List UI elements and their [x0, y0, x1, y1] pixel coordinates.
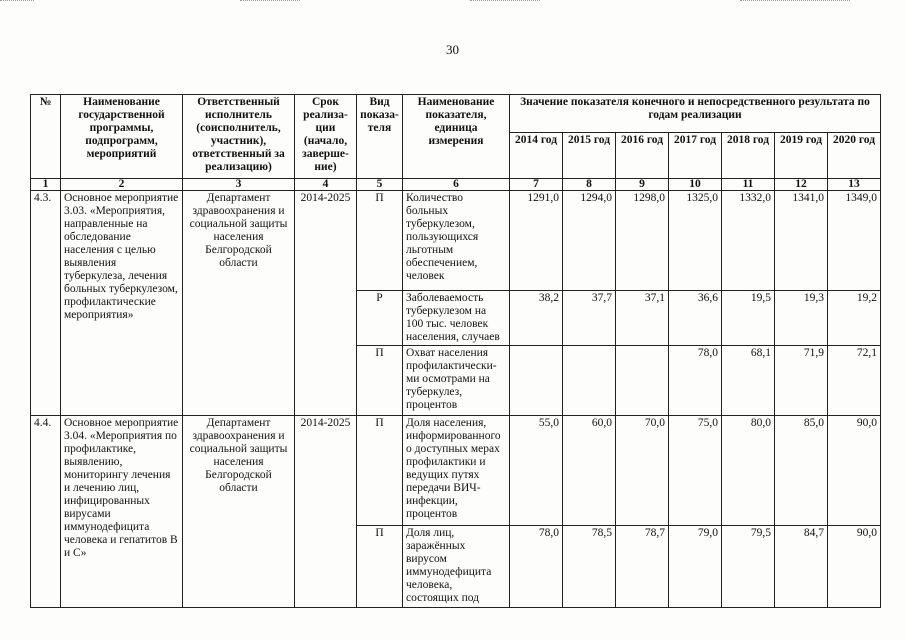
measure-name: Основное мероприятие 3.04. «Мероприятия по профилактике, выявлению, мониторингу лечения и лечению лиц, инфицированных вирусами иммунодефицита человека и гепатитов В и С» — [61, 416, 183, 608]
measure-name: Основное мероприятие 3.03. «Мероприятия, направленные на обследование населения с целью выявления туберкулеза, лечения больных туберкулезом, профилактические мероприятия» — [61, 191, 183, 416]
indicator-value — [510, 346, 563, 416]
indicator-value: 68,1 — [722, 346, 775, 416]
column-number: 8 — [563, 179, 616, 191]
scan-edge-mark — [240, 0, 300, 5]
header-year: 2020 год — [828, 133, 881, 179]
indicator-value: 79,5 — [722, 526, 775, 608]
indicator-value: 19,5 — [722, 291, 775, 346]
header-executor: Ответственный исполнитель (соисполнитель, участник), ответственный за реализацию) — [183, 95, 295, 179]
measure-number: 4.3. — [31, 191, 61, 416]
column-number: 12 — [775, 179, 828, 191]
indicator-name: Доля населения, информированного о доступных мерах профилактики и ведущих путях передачи ВИЧ-инфекции, процентов — [403, 416, 510, 526]
indicator-value: 1349,0 — [828, 191, 881, 291]
page-number: 30 — [446, 42, 459, 57]
header-year: 2014 год — [510, 133, 563, 179]
indicator-value: 1341,0 — [775, 191, 828, 291]
indicator-value: 36,6 — [669, 291, 722, 346]
measure-executor: Департамент здравоохранения и социальной защиты населения Белгородской области — [183, 416, 295, 608]
column-number: 4 — [295, 179, 357, 191]
column-number: 1 — [31, 179, 61, 191]
column-number: 3 — [183, 179, 295, 191]
indicator-value: 79,0 — [669, 526, 722, 608]
measure-number: 4.4. — [31, 416, 61, 608]
indicator-value: 1325,0 — [669, 191, 722, 291]
header-kind: Вид показа-теля — [357, 95, 403, 179]
indicator-kind: П — [357, 526, 403, 608]
measure-term: 2014-2025 — [295, 191, 357, 416]
indicator-value: 37,7 — [563, 291, 616, 346]
table-row — [31, 191, 881, 291]
header-indicator: Наименование показателя, единица измерения — [403, 95, 510, 179]
indicator-name: Охват населения профилактически-ми осмотрами на туберкулез, процентов — [403, 346, 510, 416]
indicator-kind: П — [357, 346, 403, 416]
indicator-value: 90,0 — [828, 416, 881, 526]
column-number: 10 — [669, 179, 722, 191]
indicator-value: 70,0 — [616, 416, 669, 526]
indicator-value: 78,5 — [563, 526, 616, 608]
indicator-value: 1332,0 — [722, 191, 775, 291]
scan-edge-mark — [740, 0, 850, 5]
header-values-group: Значение показателя конечного и непосредственного результата по годам реализации — [510, 95, 881, 133]
indicator-value: 75,0 — [669, 416, 722, 526]
table-row — [31, 416, 881, 526]
indicator-table — [30, 94, 881, 608]
indicator-value: 85,0 — [775, 416, 828, 526]
indicator-value — [563, 346, 616, 416]
indicator-value: 19,2 — [828, 291, 881, 346]
column-number: 2 — [61, 179, 183, 191]
scan-edge-mark — [470, 0, 540, 5]
indicator-value — [616, 346, 669, 416]
indicator-name: Доля лиц, заражённых вирусом иммунодефицита человека, состоящих под — [403, 526, 510, 608]
indicator-value: 80,0 — [722, 416, 775, 526]
indicator-value: 1294,0 — [563, 191, 616, 291]
header-no: № — [31, 95, 61, 179]
indicator-name: Количество больных туберкулезом, пользующихся льготным обеспечением, человек — [403, 191, 510, 291]
header-year: 2017 год — [669, 133, 722, 179]
indicator-value: 71,9 — [775, 346, 828, 416]
column-number: 13 — [828, 179, 881, 191]
indicator-kind: П — [357, 416, 403, 526]
indicator-kind: Р — [357, 291, 403, 346]
indicator-value: 78,0 — [669, 346, 722, 416]
measure-executor: Департамент здравоохранения и социальной защиты населения Белгородской области — [183, 191, 295, 416]
measure-term: 2014-2025 — [295, 416, 357, 608]
indicator-value: 38,2 — [510, 291, 563, 346]
indicator-value: 84,7 — [775, 526, 828, 608]
header-term: Срок реализа-ции (начало, заверше-ние) — [295, 95, 357, 179]
header-year: 2019 год — [775, 133, 828, 179]
indicator-value: 55,0 — [510, 416, 563, 526]
indicator-value: 78,0 — [510, 526, 563, 608]
column-number: 9 — [616, 179, 669, 191]
indicator-value: 37,1 — [616, 291, 669, 346]
header-name: Наименование государственной программы, подпрограмм, мероприятий — [61, 95, 183, 179]
indicator-value: 19,3 — [775, 291, 828, 346]
indicator-value: 90,0 — [828, 526, 881, 608]
column-number: 6 — [403, 179, 510, 191]
indicator-name: Заболеваемость туберкулезом на 100 тыс. человек населения, случаев — [403, 291, 510, 346]
column-number: 11 — [722, 179, 775, 191]
indicator-kind: П — [357, 191, 403, 291]
indicator-value: 1298,0 — [616, 191, 669, 291]
header-year: 2018 год — [722, 133, 775, 179]
column-number: 5 — [357, 179, 403, 191]
indicator-value: 60,0 — [563, 416, 616, 526]
header-year: 2016 год — [616, 133, 669, 179]
indicator-value: 72,1 — [828, 346, 881, 416]
indicator-value: 1291,0 — [510, 191, 563, 291]
indicator-value: 78,7 — [616, 526, 669, 608]
scan-edge-mark — [0, 0, 34, 5]
column-number: 7 — [510, 179, 563, 191]
header-year: 2015 год — [563, 133, 616, 179]
